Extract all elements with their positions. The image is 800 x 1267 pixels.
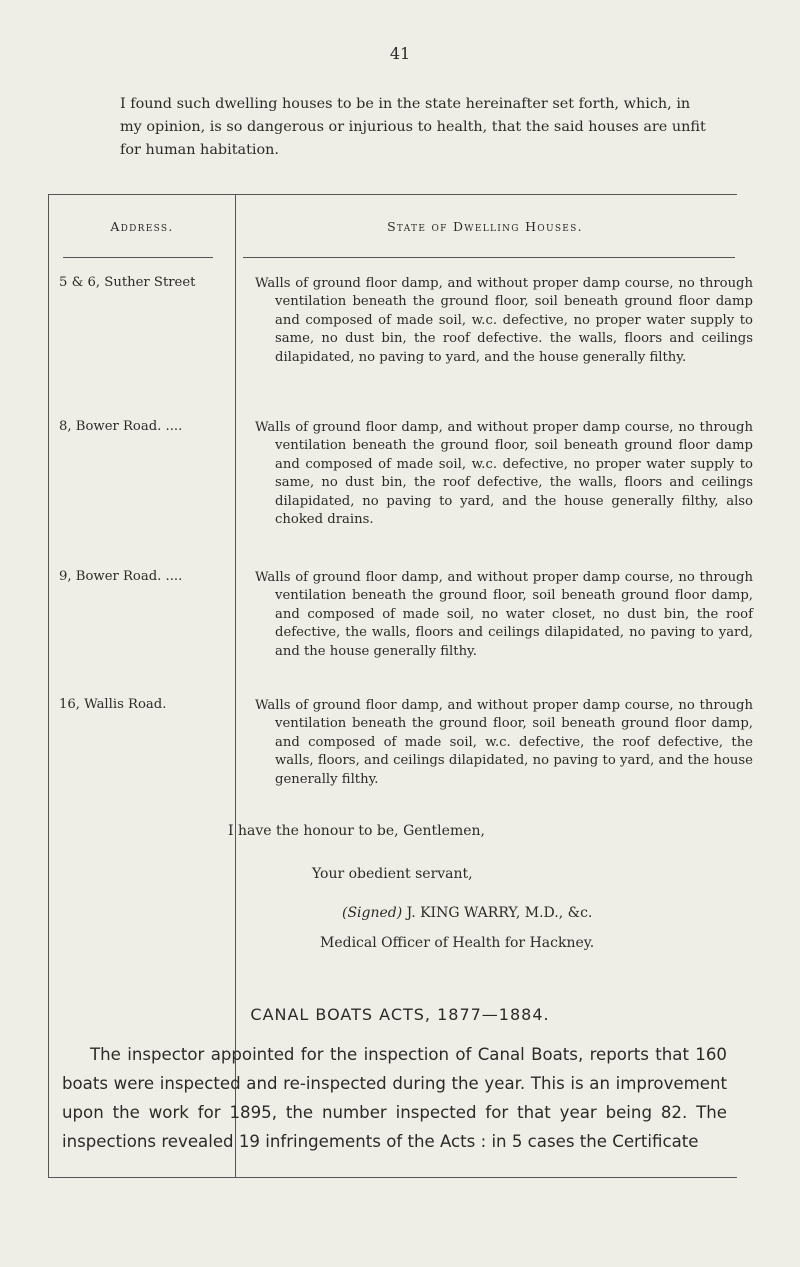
closing-signature-line <box>0 905 800 921</box>
row-state: Walls of ground floor damp, and without proper damp course, no through ventilation beneath the ground floor, soil beneath ground floor damp and composed of made soil, w.c. defective, no proper water supply to same, no dust bin, the roof defective, the walls, floors and ceilings dilapidated, no paving to yard, and the house generally filthy, also choked drains. <box>255 420 753 528</box>
intro-paragraph: I found such dwelling houses to be in the state hereinafter set forth, which, in my opinion, is so dangerous or injurious to health, that the said houses are unfit for human habitation. <box>120 96 706 158</box>
header-rule-state <box>243 257 735 258</box>
row-address: 16, Wallis Road. <box>59 697 167 712</box>
section-title: CANAL BOATS ACTS, 1877—1884. <box>250 1005 550 1024</box>
row-address: 8, Bower Road. .... <box>59 419 183 434</box>
row-address: 9, Bower Road. .... <box>59 569 183 584</box>
closing-role: Medical Officer of Health for Hackney. <box>320 935 595 951</box>
column-divider <box>235 195 236 1177</box>
signature: J. KING WARRY, M.D., &c. <box>406 905 593 921</box>
row-address: 5 & 6, Suther Street <box>59 275 196 290</box>
section-body: The inspector appointed for the inspection of Canal Boats, reports that 160 boats were inspected and re-inspected during the year. This is an improvement upon the work for 1895, the number inspected for that year being 82. The inspections revealed 19 infringements of the Acts : in 5 cases the Certificate <box>62 1045 727 1151</box>
closing-servant: Your obedient servant, <box>312 866 473 882</box>
signed-label: (Signed) <box>342 905 403 921</box>
page-number: 41 <box>389 44 411 63</box>
closing-honour: I have the honour to be, Gentlemen, <box>228 823 485 839</box>
row-state: Walls of ground floor damp, and without proper damp course, no through ventilation beneath the ground floor, soil beneath ground floor damp, and composed of made soil, w.c. defective, the roof defective, the walls, floors, and ceilings dilapidated, no paving to yard, and the house generally filthy. <box>255 698 753 787</box>
header-rule-address <box>63 257 213 258</box>
row-state: Walls of ground floor damp, and without proper damp course, no through ventilation beneath the ground floor, soil beneath ground floor damp and composed of made soil, w.c. defective, no proper water supply to same, no dust bin, the roof defective. the walls, floors and ceilings dilapidated, no paving to yard, and the house generally filthy. <box>255 276 753 365</box>
header-state: State of Dwelling Houses. <box>387 219 583 234</box>
row-state: Walls of ground floor damp, and without proper damp course, no through ventilation beneath the ground floor, soil beneath ground floor damp, and composed of made soil, no water closet, no dust bin, the roof defective, the walls, floors and ceilings dilapidated, no paving to yard, and the house generally filthy. <box>255 570 753 659</box>
dwelling-houses-table <box>48 194 753 1178</box>
header-address: Address. <box>110 219 174 234</box>
